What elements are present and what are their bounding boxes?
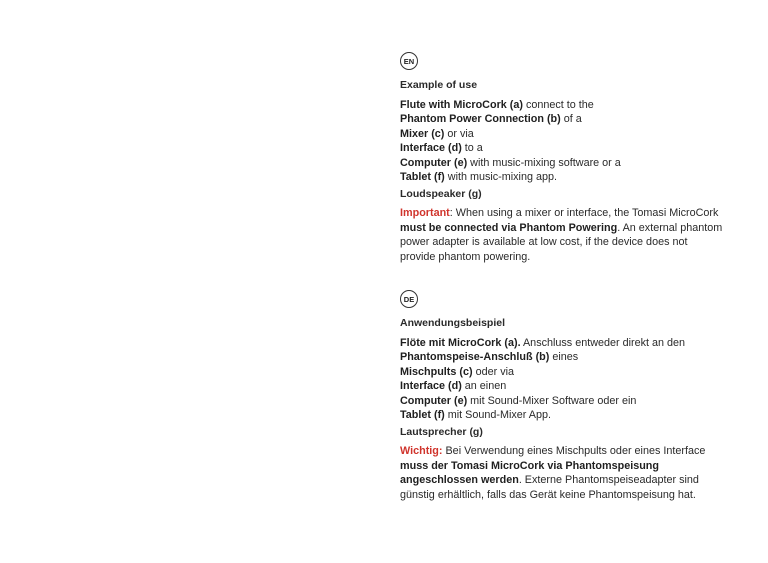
en-section [400, 52, 740, 264]
en-important-note: Important: When using a mixer or interface, the Tomasi MicroCork must be connected via Phantom Powering. An external phantom power adapter is available at low cost, if the device does not provide phantom powering. [400, 207, 723, 263]
en-line-3: Mixer (c) or via [400, 127, 474, 140]
en-line-2: Phantom Power Connection (b) of a [400, 113, 582, 126]
de-line-1: Flöte mit MicroCork (a). Anschluss entweder direkt an den [400, 337, 686, 349]
en-line-1: Flute with MicroCork (a) connect to the [400, 99, 594, 111]
en-connection-list [400, 98, 740, 184]
de-language-badge: DE [400, 290, 418, 308]
en-line-6: Tablet (f) with music-mixing app. [400, 171, 557, 184]
en-heading: Example of use [400, 79, 478, 91]
de-line-5: Computer (e) mit Sound-Mixer Software oder ein [400, 394, 637, 407]
de-line-3: Mischpults (c) oder via [400, 365, 515, 378]
en-loudspeaker-heading: Loudspeaker (g) [400, 188, 482, 201]
en-important-label: Important [400, 207, 450, 220]
de-line-6: Tablet (f) mit Sound-Mixer App. [400, 409, 551, 422]
de-section [400, 290, 740, 502]
en-line-5: Computer (e) with music-mixing software or a [400, 156, 621, 169]
de-important-label: Wichtig: [400, 445, 443, 458]
de-line-2: Phantomspeise-Anschluß (b) eines [400, 351, 579, 364]
de-loudspeaker-heading: Lautsprecher (g) [400, 426, 483, 439]
de-line-4: Interface (d) an einen [400, 380, 507, 393]
en-line-4: Interface (d) to a [400, 142, 483, 155]
de-heading: Anwendungsbeispiel [400, 317, 506, 329]
de-important-note: Wichtig: Bei Verwendung eines Mischpults oder eines Interface muss der Tomasi MicroCork via Phantomspeisung angeschlossen werden. Externe Phantomspeiseadapter sind günstig erhältlich, falls das Gerät keine Phantomspeisung hat. [400, 445, 706, 501]
de-connection-list [400, 336, 740, 422]
en-language-badge: EN [400, 52, 418, 70]
